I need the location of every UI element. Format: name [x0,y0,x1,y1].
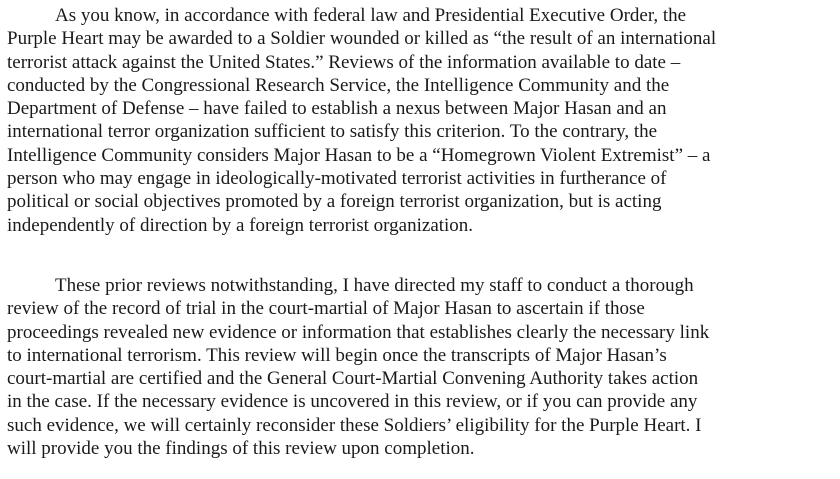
paragraph-1-line-2: Purple Heart may be awarded to a Soldier wounded or killed as “the result of an international [7,28,717,50]
paragraph-1-line-8: person who may engage in ideologically-motivated terrorist activities in furtherance of [7,168,667,190]
paragraph-2 [7,274,837,460]
paragraph-1-line-1: As you know, in accordance with federal law and Presidential Executive Order, the [55,5,687,26]
paragraph-1-line-4: conducted by the Congressional Research Service, the Intelligence Community and the [7,74,670,96]
paragraph-2-line-8: will provide you the findings of this review upon completion. [7,438,475,460]
paragraph-2-line-1: These prior reviews notwithstanding, I have directed my staff to conduct a thorough [55,275,694,296]
paragraph-1-line-7: Intelligence Community considers Major Hasan to be a “Homegrown Violent Extremist” – a [7,144,711,166]
paragraph-2-line-3: proceedings revealed new evidence or information that establishes clearly the necessary link [7,321,710,343]
paragraph-2-line-5: court-martial are certified and the General Court-Martial Convening Authority takes action [7,368,699,390]
paragraph-2-line-2: review of the record of trial in the court-martial of Major Hasan to ascertain if those [7,298,645,320]
paragraph-1-line-10: independently of direction by a foreign terrorist organization. [7,214,474,236]
paragraph-1-line-9: political or social objectives promoted by a foreign terrorist organization, but is acting [7,191,662,213]
paragraph-2-line-7: such evidence, we will certainly reconsider these Soldiers’ eligibility for the Purple Heart. I [7,414,702,436]
paragraph-1-line-3: terrorist attack against the United States.” Reviews of the information available to date – [7,51,681,73]
paragraph-2-line-6: in the case. If the necessary evidence is uncovered in this review, or if you can provide any [7,391,698,413]
paragraph-2-line-4: to international terrorism. This review will begin once the transcripts of Major Hasan’s [7,344,667,366]
paragraph-1-line-6: international terror organization sufficient to satisfy this criterion. To the contrary, the [7,121,658,143]
paragraph-1 [7,4,837,237]
paragraph-1-line-5: Department of Defense – have failed to establish a nexus between Major Hasan and an [7,98,667,120]
